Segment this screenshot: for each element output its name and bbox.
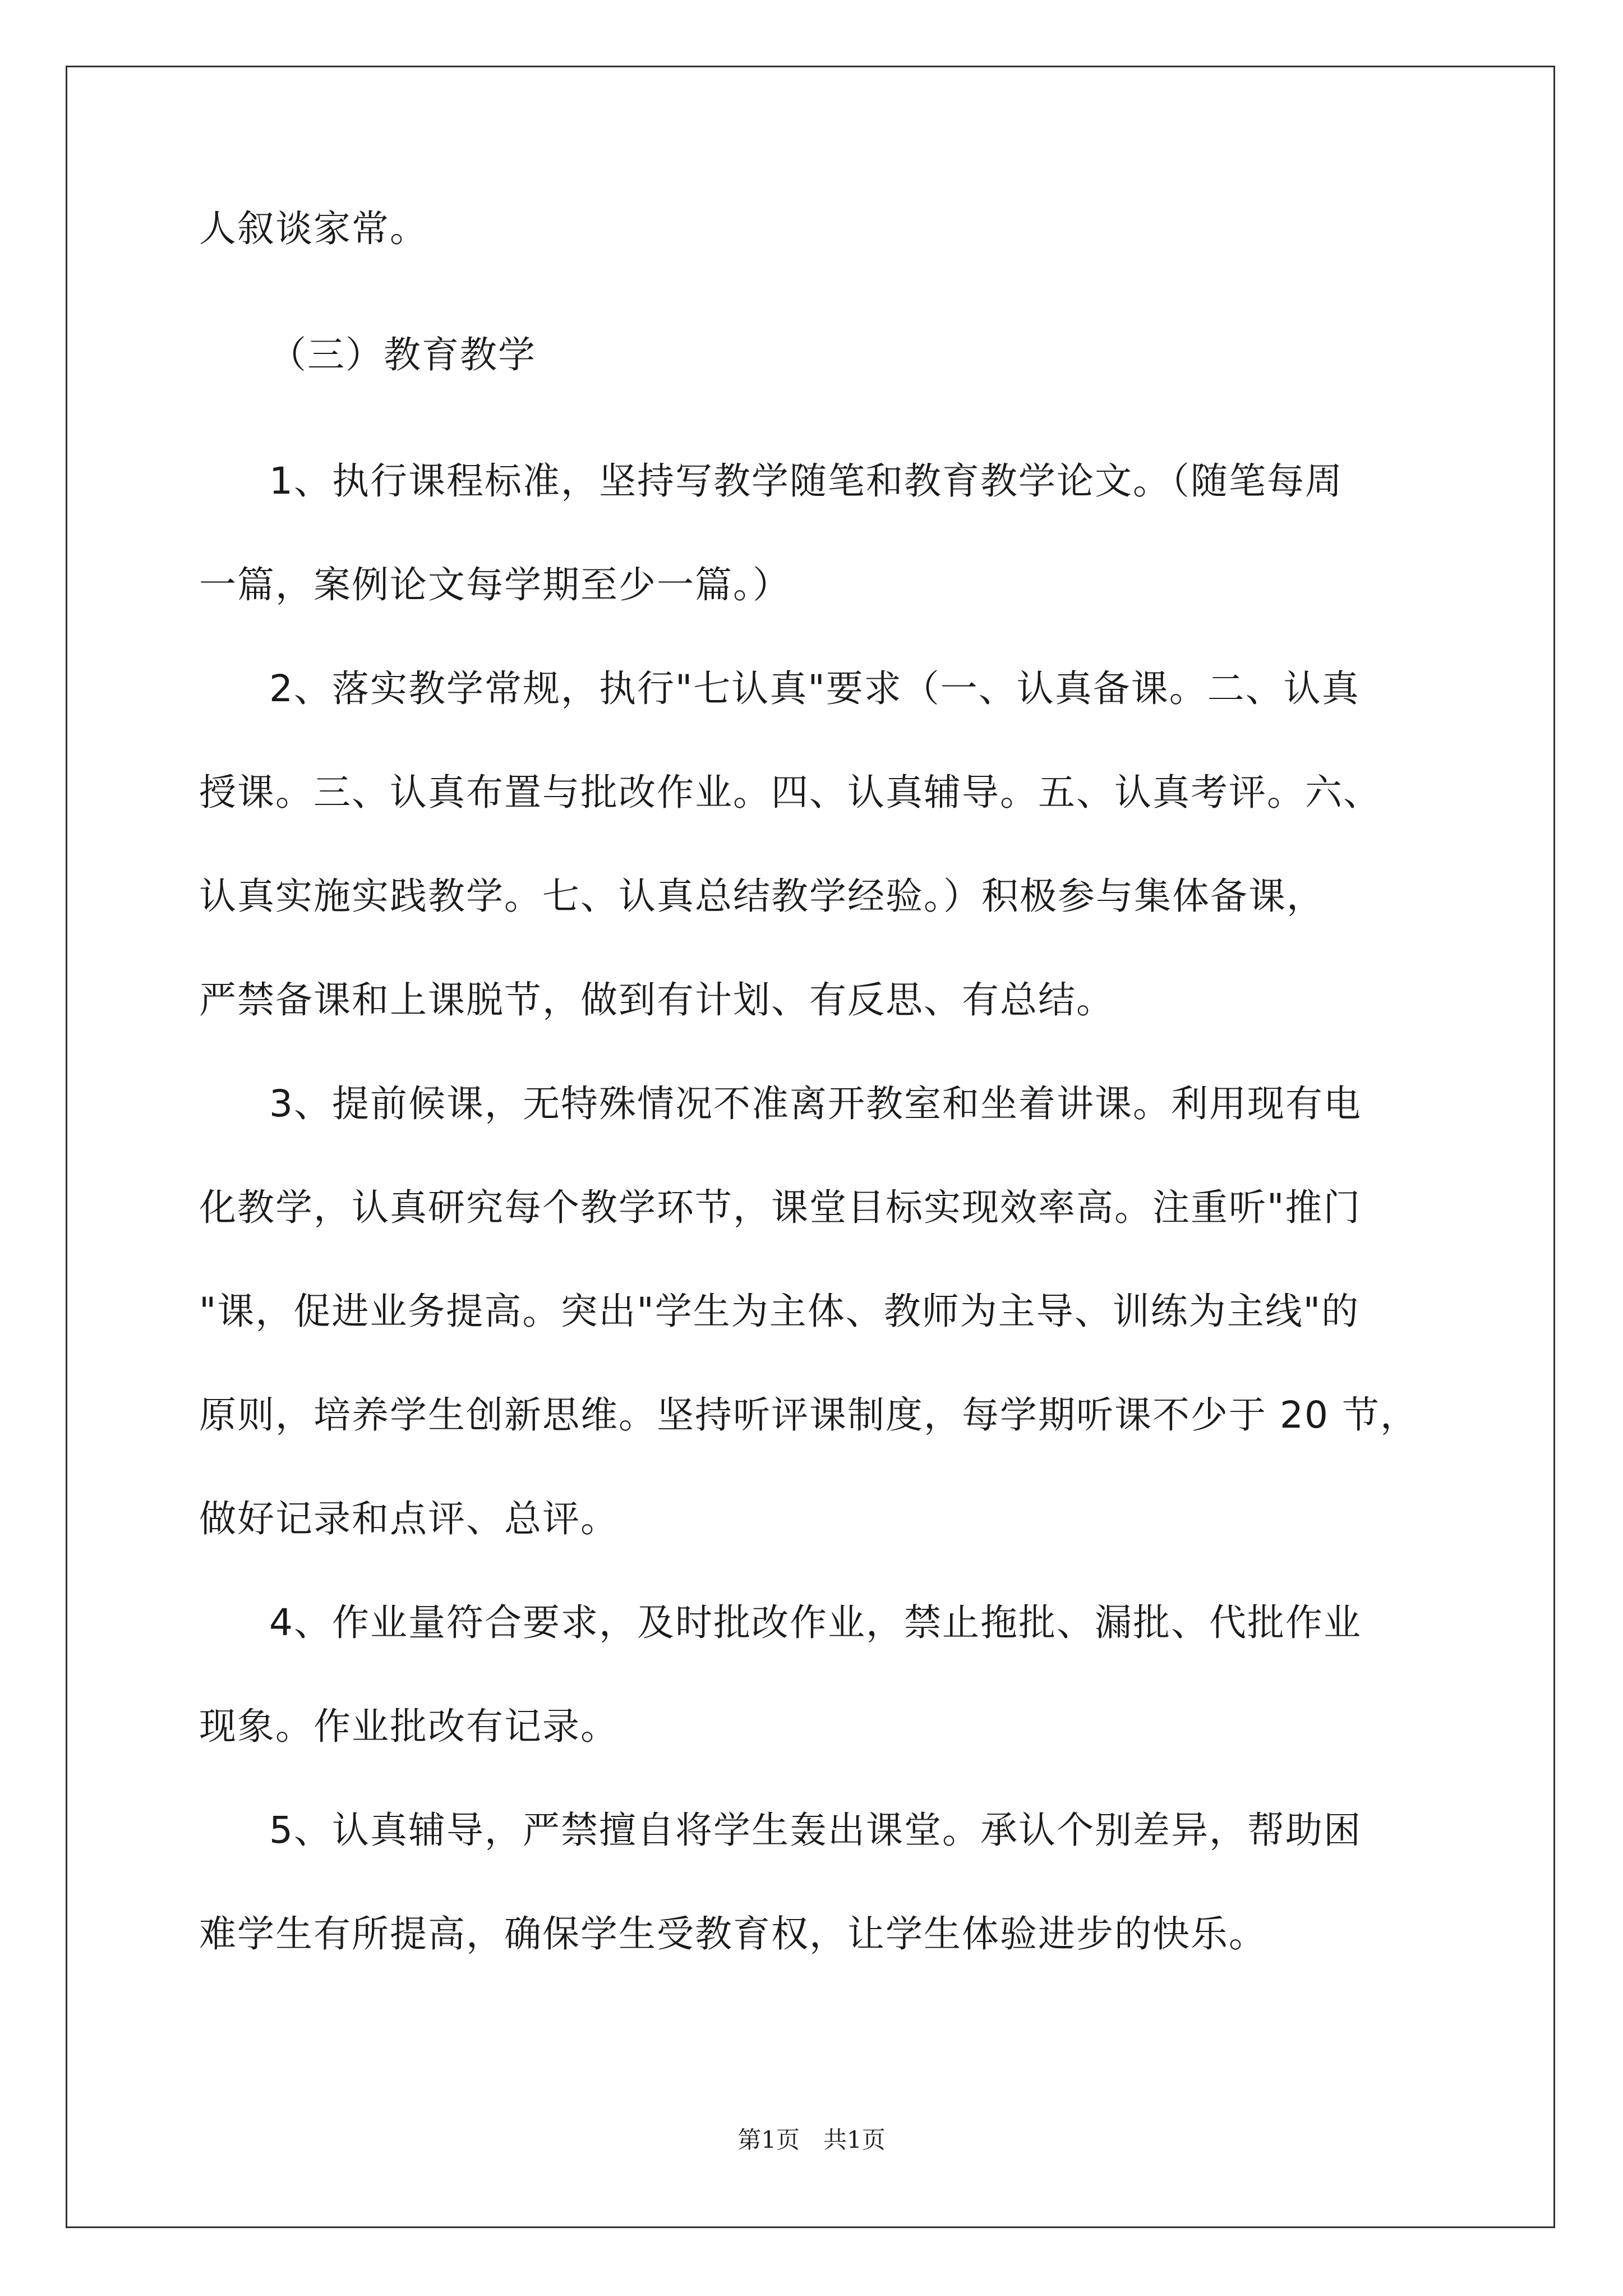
- section-heading: （三）教育教学: [269, 333, 536, 376]
- text-line: 原则，培养学生创新思维。坚持听评课制度，每学期听课不少于 20 节，: [199, 1393, 1418, 1437]
- text-line: 认真实施实践教学。七、认真总结教学经验。）积极参与集体备课，: [199, 875, 1325, 918]
- text-line: 做好记录和点评、总评。: [199, 1497, 619, 1540]
- text-line: 授课。三、认真布置与批改作业。四、认真辅导。五、认真考评。六、: [199, 771, 1381, 814]
- text-line: 2、落实教学常规，执行"七认真"要求（一、认真备课。二、认真: [269, 667, 1360, 710]
- text-line: 严禁备课和上课脱节，做到有计划、有反思、有总结。: [199, 978, 1114, 1022]
- text-line: 5、认真辅导，严禁擅自将学生轰出课堂。承认个别差异，帮助困: [269, 1809, 1362, 1852]
- text-line: "课，促进业务提高。突出"学生为主体、教师为主导、训练为主线"的: [199, 1290, 1360, 1333]
- text-line: 化教学，认真研究每个教学环节，课堂目标实现效率高。注重听"推门: [199, 1186, 1362, 1229]
- page-frame: [66, 66, 1555, 2228]
- text-line: 一篇，案例论文每学期至少一篇。）: [199, 563, 791, 606]
- page-number: 第1页 共1页: [737, 2126, 886, 2154]
- text-line: 难学生有所提高，确保学生受教育权，让学生体验进步的快乐。: [199, 1912, 1267, 1955]
- text-line: 现象。作业批改有记录。: [199, 1705, 619, 1748]
- text-line: 1、执行课程标准，坚持写教学随笔和教育教学论文。（随笔每周: [269, 459, 1343, 503]
- text-line: 4、作业量符合要求，及时批改作业，禁止拖批、漏批、代批作业: [269, 1601, 1362, 1644]
- text-line: 人叙谈家常。: [199, 207, 428, 250]
- text-line: 3、提前候课，无特殊情况不准离开教室和坐着讲课。利用现有电: [269, 1082, 1362, 1125]
